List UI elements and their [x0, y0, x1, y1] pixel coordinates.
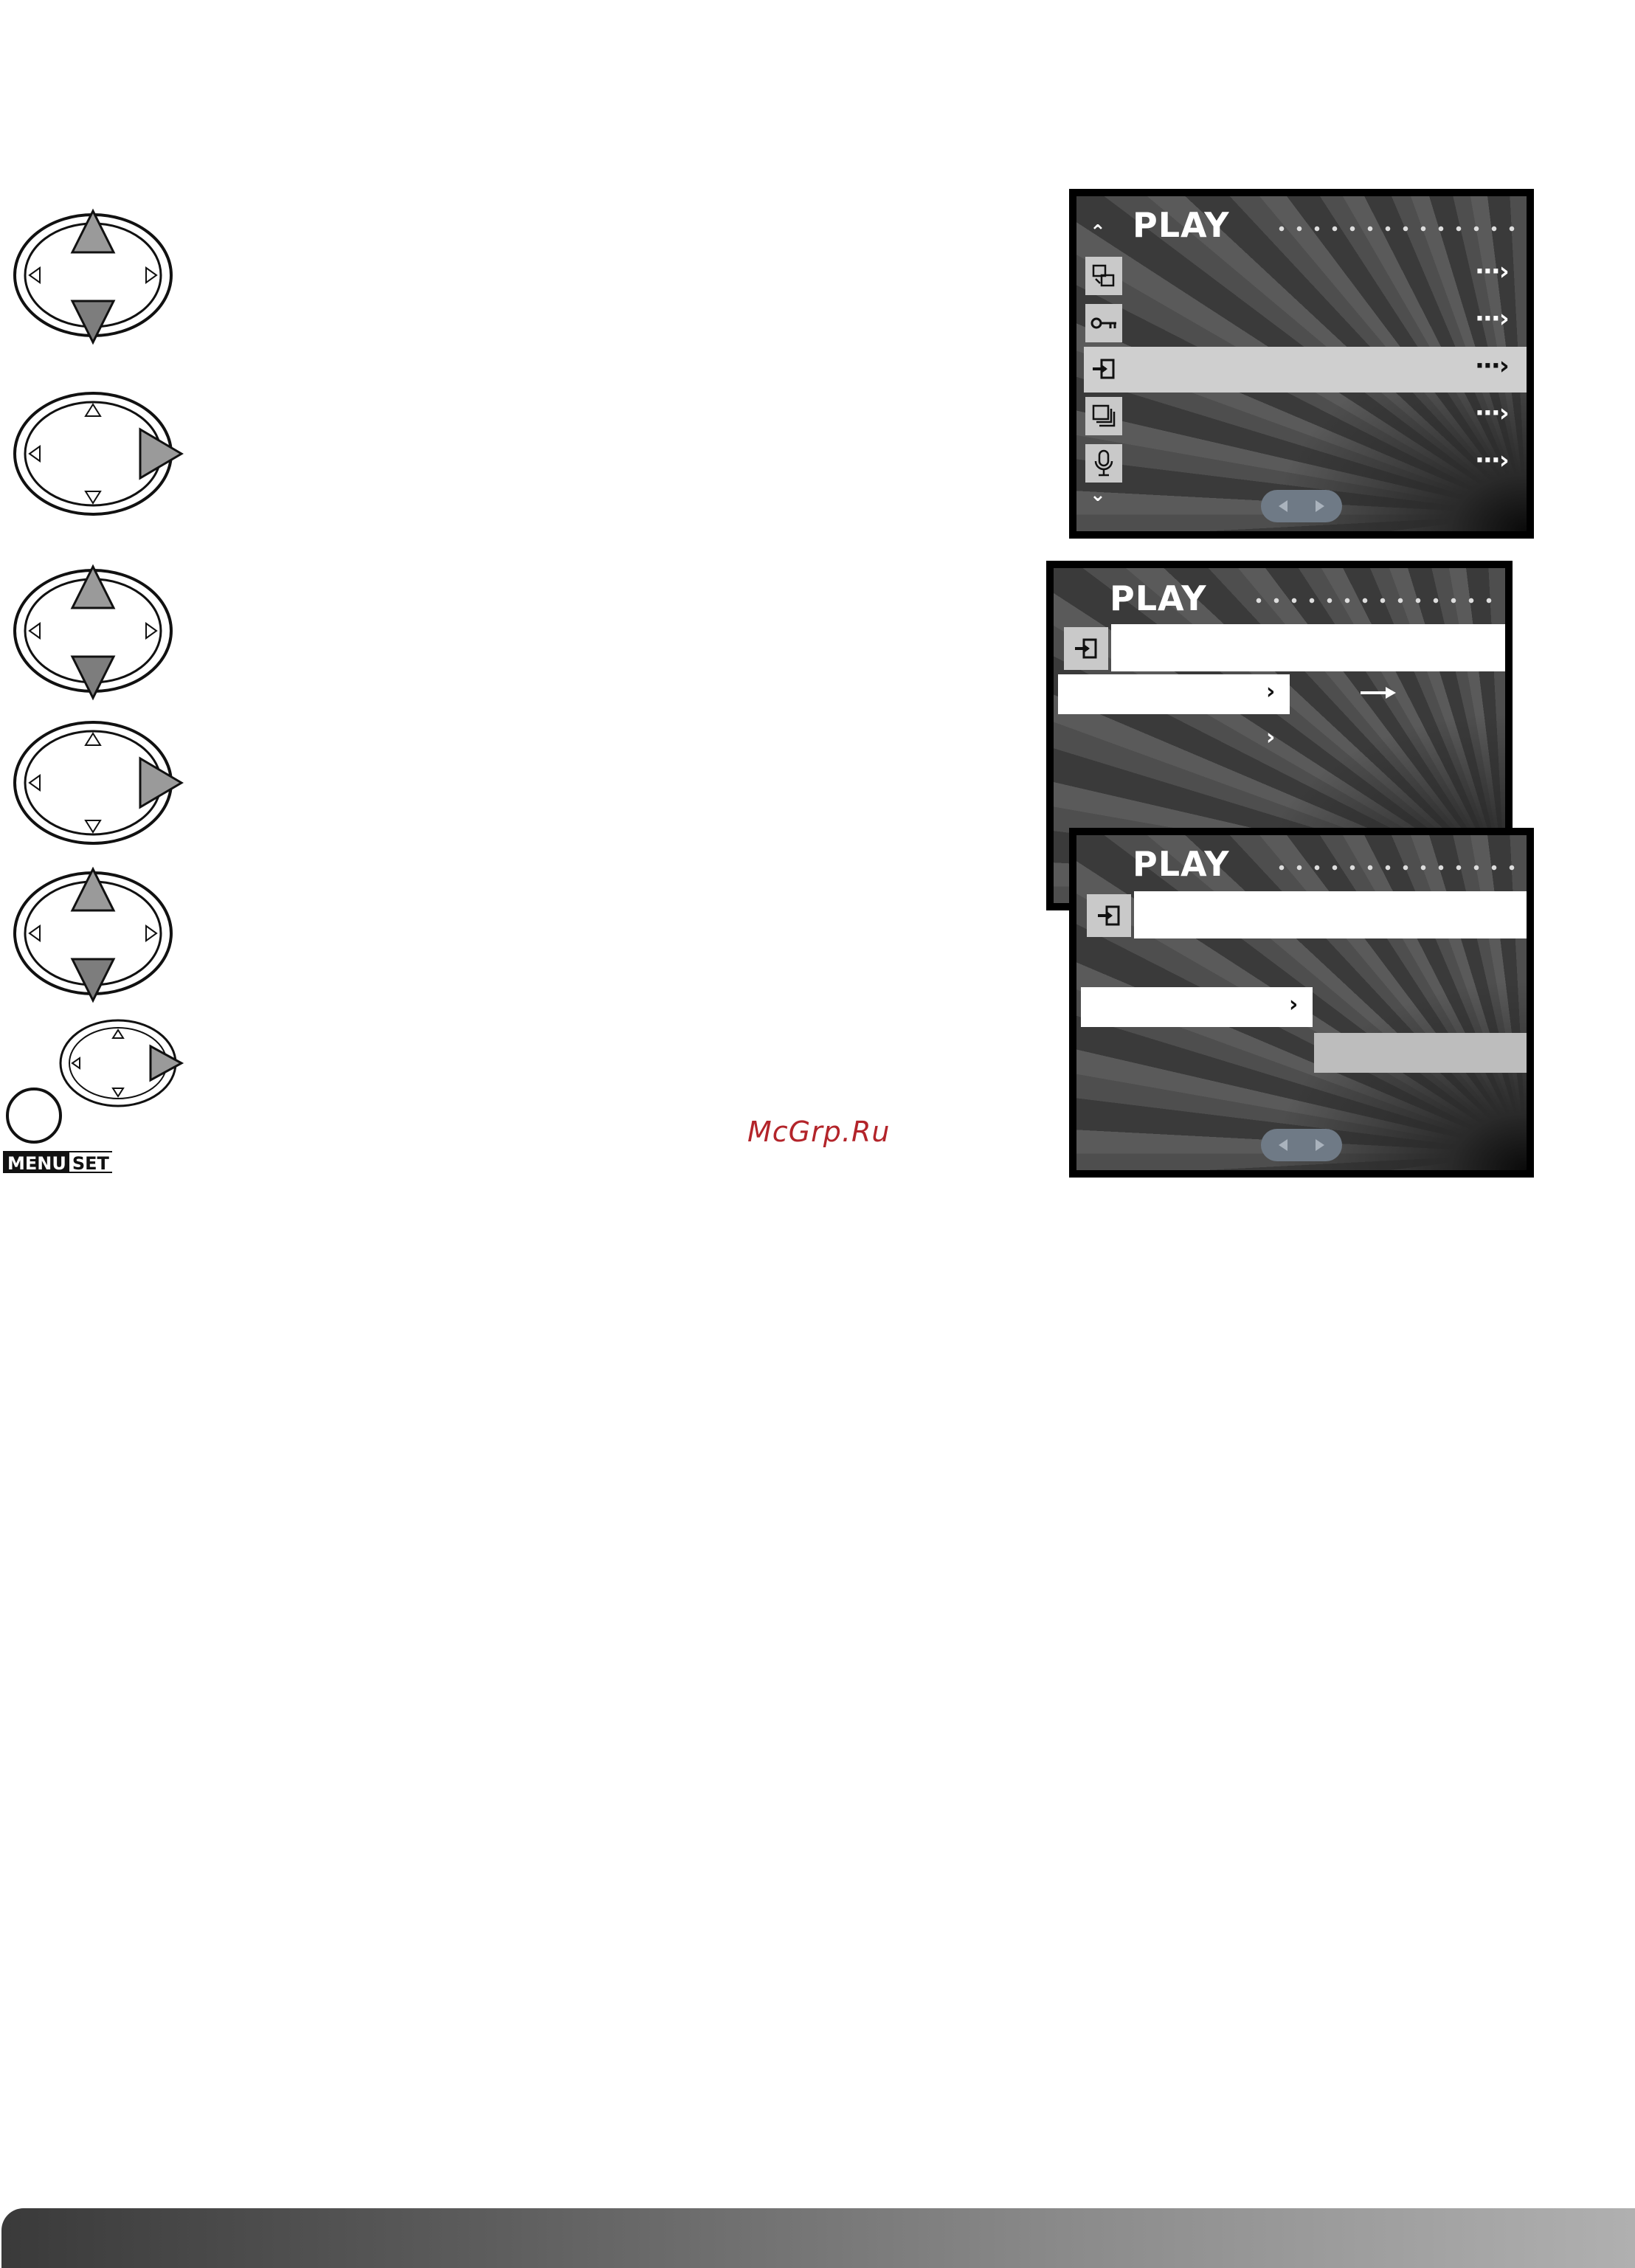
controller-right-2	[10, 713, 187, 853]
lcd-screen-3	[1069, 828, 1534, 1178]
controller-right-1	[10, 384, 187, 524]
lcd-title: PLAY	[1110, 578, 1207, 618]
submenu-arrow: ···›	[1475, 446, 1508, 475]
lcd-title: PLAY	[1133, 205, 1230, 245]
chevron-right-icon: ›	[1266, 679, 1276, 705]
arrow-right-icon	[1359, 685, 1397, 704]
watermark: McGrp.Ru	[747, 1116, 891, 1148]
menu-set-label	[3, 1151, 112, 1173]
submenu-arrow: ···›	[1475, 398, 1508, 428]
controller-up-down-2	[10, 561, 180, 701]
page-scroll-indicator	[1261, 490, 1342, 522]
menu-row-selected[interactable]	[1084, 347, 1527, 393]
submenu-arrow: ···›	[1475, 257, 1508, 286]
chevron-right-icon: ›	[1266, 725, 1276, 750]
controller-right-small	[59, 1015, 184, 1111]
menu-button-icon	[6, 1088, 62, 1144]
chevron-right-icon: ›	[1289, 992, 1299, 1017]
controller-up-down-1	[10, 205, 180, 345]
selected-option[interactable]	[1058, 674, 1290, 714]
copy-icon	[1085, 257, 1122, 295]
multi-frame-icon	[1085, 397, 1122, 435]
dpof-icon	[1085, 350, 1122, 388]
dpof-icon	[1064, 627, 1108, 670]
menu-label: MENU	[4, 1152, 69, 1172]
chevron-up-icon: ⌃	[1090, 221, 1106, 243]
page-scroll-indicator	[1261, 1129, 1342, 1161]
selected-option[interactable]	[1081, 987, 1313, 1027]
key-icon	[1085, 304, 1122, 342]
sub-option-highlight[interactable]	[1314, 1033, 1528, 1073]
submenu-arrow: ···›	[1475, 351, 1508, 381]
submenu-arrow: ···›	[1475, 304, 1508, 333]
footer-bar	[1, 2208, 1635, 2268]
chevron-down-icon: ⌄	[1090, 484, 1106, 506]
set-label: SET	[69, 1152, 112, 1172]
lcd-title: PLAY	[1133, 844, 1230, 884]
audio-icon	[1085, 444, 1122, 483]
lcd-screen-1	[1069, 189, 1534, 539]
controller-up-down-3	[10, 863, 180, 1003]
dpof-icon	[1087, 894, 1131, 937]
